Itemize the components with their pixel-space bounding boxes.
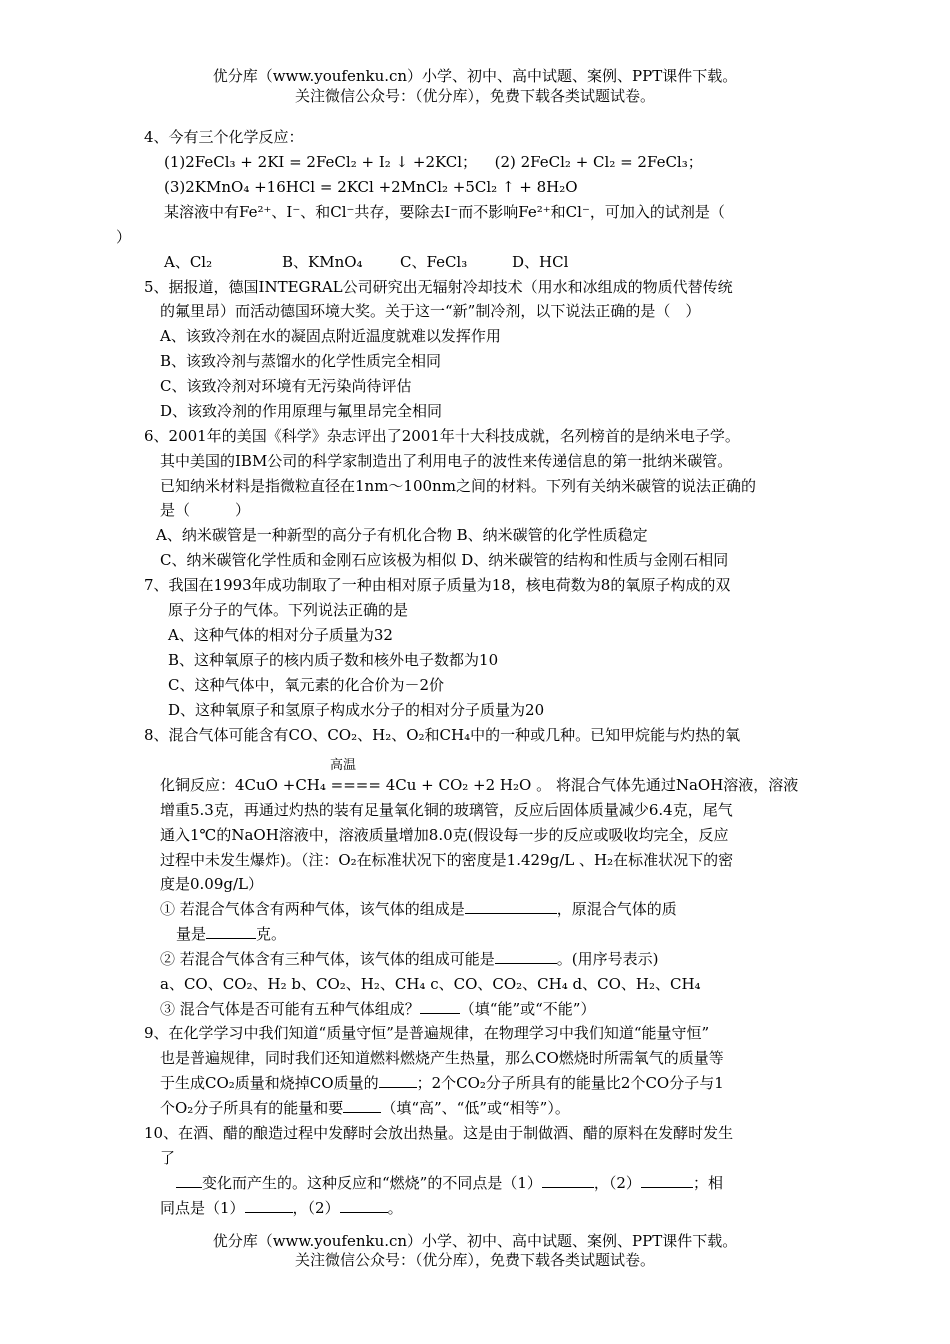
q8-stem-5: 过程中未发生爆炸)。（注：O₂在标准状况下的密度是1.429g/L 、H₂在标准状况下的密 bbox=[160, 851, 734, 869]
q9-stem-3-text-2: ；2个CO₂分子所具有的能量比2个CO分子与1 bbox=[416, 1074, 724, 1092]
q8-stem-1: 8、混合气体可能含有CO、CO₂、H₂、O₂和CH₄中的一种或几种。已知甲烷能与灼热的氧 bbox=[144, 726, 741, 744]
q8-sub1-mass-text: 量是 bbox=[176, 925, 207, 943]
q7-stem-1: 7、我国在1993年成功制取了一种由相对原子质量为18，核电荷数为8的氧原子构成的双 bbox=[144, 576, 731, 594]
q9-blank-2[interactable] bbox=[343, 1098, 381, 1113]
q7-option-a: A、这种气体的相对分子质量为32 bbox=[168, 626, 393, 644]
q10-stem-4-text: 同点是（1） bbox=[160, 1199, 245, 1217]
q4-reaction-3: (3)2KMnO₄ +16HCl = 2KCl +2MnCl₂ +5Cl₂ ↑ + 8H₂O bbox=[164, 178, 578, 196]
q10-stem-4-text-3: 。 bbox=[387, 1199, 403, 1217]
q5-option-a: A、该致冷剂在水的凝固点附近温度就难以发挥作用 bbox=[160, 327, 501, 345]
q7-stem-2: 原子分子的气体。下列说法正确的是 bbox=[168, 601, 409, 619]
q5-stem-1: 5、据报道，德国INTEGRAL公司研究出无辐射冷却技术（用水和冰组成的物质代替传统 bbox=[144, 278, 733, 296]
q6-stem-2: 其中美国的IBM公司的科学家制造出了利用电子的波性来传递信息的第一批纳米碳管。 bbox=[160, 452, 733, 470]
q9-stem-3-text: 于生成CO₂质量和烧掉CO质量的 bbox=[160, 1074, 379, 1092]
q9-blank-1[interactable] bbox=[379, 1073, 417, 1088]
q10-stem-3-text: 变化而产生的。这种反应和“燃烧”的不同点是（1） bbox=[202, 1174, 542, 1192]
q8-sub2-text-2: 。(用序号表示) bbox=[556, 950, 659, 968]
footer-line-2: 关注微信公众号：（优分库），免费下载各类试题试卷。 bbox=[294, 1251, 655, 1269]
q5-option-b: B、该致冷剂与蒸馏水的化学性质完全相同 bbox=[160, 352, 442, 370]
q10-stem-3-text-3: ；相 bbox=[692, 1174, 723, 1192]
q8-sub1-blank-mass[interactable] bbox=[206, 924, 256, 939]
q6-stem-1: 6、2001年的美国《科学》杂志评出了2001年十大科技成就，名列榜首的是纳米电子学。 bbox=[144, 427, 740, 445]
q8-sub1 bbox=[160, 899, 677, 919]
q4-question: 某溶液中有Fe²⁺、I⁻、和Cl⁻共存，要除去I⁻而不影响Fe²⁺和Cl⁻，可加入的试剂是（ bbox=[164, 203, 725, 221]
q9-stem-3 bbox=[160, 1073, 724, 1093]
q8-sub2 bbox=[160, 949, 659, 969]
q4-option-d: D、HCl bbox=[512, 253, 569, 271]
q4-reaction-1: (1)2FeCl₃ + 2KI = 2FeCl₂ + I₂ ↓ +2KCl； bbox=[164, 153, 478, 171]
q6-stem-4: 是（ ） bbox=[160, 501, 251, 519]
q8-sub1-text: ① 若混合气体含有两种气体，该气体的组成是 bbox=[160, 900, 465, 918]
q4-option-c: C、FeCl₃ bbox=[400, 253, 468, 271]
q4-question-close: ） bbox=[116, 228, 132, 246]
q9-stem-2: 也是普遍规律，同时我们还知道燃料燃烧产生热量，那么CO燃烧时所需氧气的质量等 bbox=[160, 1049, 724, 1067]
q10-blank-diff-1[interactable] bbox=[542, 1173, 594, 1188]
q8-sub2-text: ② 若混合气体含有三种气体，该气体的组成可能是 bbox=[160, 950, 495, 968]
q6-options-ab: A、纳米碳管是一种新型的高分子有机化合物 B、纳米碳管的化学性质稳定 bbox=[156, 526, 648, 544]
q5-option-d: D、该致冷剂的作用原理与氟里昂完全相同 bbox=[160, 402, 443, 420]
q10-blank-diff-2[interactable] bbox=[641, 1173, 693, 1188]
q8-sub3-text-2: （填“能”或“不能”） bbox=[459, 1000, 596, 1018]
q7-option-d: D、这种氧原子和氢原子构成水分子的相对分子质量为20 bbox=[168, 701, 545, 719]
q7-option-c: C、这种气体中，氧元素的化合价为－2价 bbox=[168, 676, 445, 694]
q7-option-b: B、这种氧原子的核内质子数和核外电子数都为10 bbox=[168, 651, 499, 669]
q4-option-b: B、KMnO₄ bbox=[282, 253, 363, 271]
q5-stem-2: 的氟里昂）而活动德国环境大奖。关于这一“新”制冷剂，以下说法正确的是（ ） bbox=[160, 302, 701, 320]
q9-stem-4-text: 个O₂分子所具有的能量和要 bbox=[160, 1099, 344, 1117]
q10-stem-4-text-2: ，（2） bbox=[292, 1199, 340, 1217]
q10-stem-3-text-2: ，（2） bbox=[593, 1174, 641, 1192]
q4-stem: 4、今有三个化学反应： bbox=[144, 128, 304, 146]
q8-sub1-text-2: ，原混合气体的质 bbox=[556, 900, 677, 918]
q10-blank-same-1[interactable] bbox=[245, 1198, 293, 1213]
q8-sub3 bbox=[160, 999, 595, 1019]
q8-choices: a、CO、CO₂、H₂ b、CO₂、H₂、CH₄ c、CO、CO₂、CH₄ d、CO、H₂、CH₄ bbox=[160, 975, 701, 993]
q4-reactions-row1 bbox=[164, 152, 703, 172]
q9-stem-4-text-2: （填“高”、“低”或“相等”）。 bbox=[381, 1099, 570, 1117]
q10-blank-same-2[interactable] bbox=[340, 1198, 388, 1213]
q4-option-a: A、Cl₂ bbox=[164, 253, 213, 271]
q8-stem-2: 化铜反应：4CuO +CH₄ ==== 4Cu + CO₂ +2 H₂O 。 将混合气体先通过NaOH溶液，溶液 bbox=[160, 776, 799, 794]
q6-options-cd: C、纳米碳管化学性质和金刚石应该极为相似 D、纳米碳管的结构和性质与金刚石相同 bbox=[160, 551, 729, 569]
q8-stem-6: 度是0.09g/L） bbox=[160, 875, 264, 893]
q10-stem-4 bbox=[160, 1198, 403, 1218]
q8-stem-4: 通入1℃的NaOH溶液中，溶液质量增加8.0克(假设每一步的反应或吸收均完全，反应 bbox=[160, 826, 729, 844]
q8-sub3-blank[interactable] bbox=[420, 999, 460, 1014]
q10-blank-change[interactable] bbox=[176, 1173, 202, 1188]
q8-sub3-text: ③ 混合气体是否可能有五种气体组成？ bbox=[160, 1000, 420, 1018]
q10-stem-3 bbox=[176, 1173, 723, 1193]
q9-stem-4 bbox=[160, 1098, 570, 1118]
q9-stem-1: 9、在化学学习中我们知道“质量守恒”是普遍规律，在物理学习中我们知道“能量守恒” bbox=[144, 1024, 710, 1042]
q10-stem-1: 10、在酒、醋的酿造过程中发酵时会放出热量。这是由于制做酒、醋的原料在发酵时发生 bbox=[144, 1124, 734, 1142]
q8-sub2-blank[interactable] bbox=[495, 949, 557, 964]
q10-stem-2: 了 bbox=[160, 1149, 176, 1167]
q8-condition-label: 高温 bbox=[330, 758, 357, 773]
q8-sub1-mass-unit: 克。 bbox=[256, 925, 287, 943]
q8-sub1-blank-composition[interactable] bbox=[465, 899, 557, 914]
header-line-1: 优分库（www.youfenku.cn）小学、初中、高中试题、案例、PPT课件下载。 bbox=[212, 67, 738, 85]
q6-stem-3: 已知纳米材料是指微粒直径在1nm～100nm之间的材料。下列有关纳米碳管的说法正确的 bbox=[160, 477, 756, 495]
header-line-2: 关注微信公众号：（优分库），免费下载各类试题试卷。 bbox=[294, 87, 655, 105]
footer-line-1: 优分库（www.youfenku.cn）小学、初中、高中试题、案例、PPT课件下载。 bbox=[212, 1232, 738, 1250]
q4-reaction-2: (2) 2FeCl₂ + Cl₂ = 2FeCl₃； bbox=[494, 153, 703, 171]
q5-option-c: C、该致冷剂对环境有无污染尚待评估 bbox=[160, 377, 412, 395]
q8-stem-3: 增重5.3克，再通过灼热的装有足量氧化铜的玻璃管，反应后固体质量减少6.4克，尾气 bbox=[160, 801, 733, 819]
q8-sub1-mass bbox=[176, 924, 286, 944]
